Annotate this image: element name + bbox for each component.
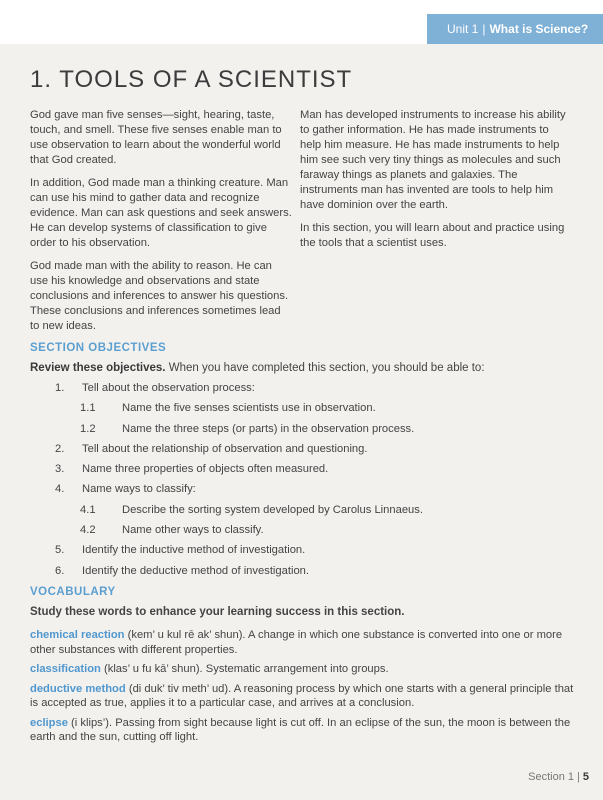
vocabulary-intro: Study these words to enhance your learning success in this section. (30, 606, 405, 618)
objective-number: 1.1 (80, 402, 96, 415)
objective-text: Identify the deductive method of investigation. (82, 564, 310, 577)
objective-number: 3. (55, 463, 65, 476)
objective-text: Tell about the observation process: (82, 382, 255, 394)
paragraph: God gave man five senses—sight, hearing, taste, touch, and smell. These five senses enable man to use observation to learn about the wonderful world that God created. (30, 109, 282, 166)
objective-number: 4.1 (80, 503, 96, 516)
objective-number: 4.2 (80, 524, 96, 537)
objective-text: Name the three steps (or parts) in the observation process. (122, 422, 415, 435)
vocabulary-entry (30, 628, 578, 657)
objective-number: 1. (55, 382, 65, 394)
objectives-intro-rest: When you have completed this section, you should be able to: (165, 362, 485, 374)
page-number: 5 (582, 771, 589, 783)
objective-item (30, 500, 570, 520)
objectives-list (30, 378, 570, 581)
objective-text: Name three properties of objects often measured. (82, 463, 329, 476)
objective-number: 2. (55, 442, 65, 455)
objective-text: Identify the inductive method of investigation. (82, 544, 306, 557)
objective-item (30, 540, 570, 560)
left-column (30, 108, 292, 342)
header-separator: | (482, 22, 486, 36)
objective-item (30, 479, 570, 499)
vocabulary-term: chemical reaction (30, 629, 125, 641)
unit-topic: What is Science? (489, 22, 589, 36)
objective-number: 5. (55, 544, 65, 557)
vocabulary-definition: (kem’ u kul rē ak’ shun). A change in which one substance is converted into one or more other substances with different properties. (30, 629, 563, 656)
objectives-intro (30, 362, 485, 374)
vocabulary-entry (30, 716, 578, 745)
vocabulary-definition: (i klips’). Passing from sight because light is cut off. In an eclipse of the sun, the moon is between the earth and the sun, cutting off light. (30, 716, 571, 743)
vocabulary-definition: (di duk’ tiv meth’ ud). A reasoning process by which one starts with a general principle that is accepted as true, applies it to a particular case, and arrives at a conclusion. (30, 682, 574, 709)
vocabulary-entry (30, 682, 578, 711)
vocabulary-list (30, 628, 578, 750)
objective-text: Name ways to classify: (82, 483, 196, 496)
page-title: 1. TOOLS OF A SCIENTIST (30, 66, 353, 93)
page-footer (528, 771, 589, 783)
objective-number: 4. (55, 483, 65, 496)
objective-number: 1.2 (80, 422, 96, 435)
paragraph: Man has developed instruments to increase his ability to gather information. He has made instruments to help him measure. He has made instruments to help him see such very tiny things as molecules and such faraway things as planets and galaxies. The instruments man has invented are tools to help him have dominion over the earth. (300, 109, 566, 211)
vocabulary-term: classification (30, 663, 101, 675)
objectives-intro-bold: Review these objectives. (30, 362, 166, 374)
right-column (300, 108, 568, 259)
objective-item (30, 439, 570, 459)
objective-item (30, 398, 570, 418)
objectives-heading: SECTION OBJECTIVES (30, 342, 167, 354)
vocabulary-entry (30, 662, 578, 677)
objective-item (30, 459, 570, 479)
objective-text: Tell about the relationship of observation and questioning. (82, 442, 368, 455)
objective-number: 6. (55, 564, 65, 577)
paragraph: In this section, you will learn about and practice using the tools that a scientist uses. (300, 222, 565, 249)
unit-header-tab (427, 14, 603, 44)
paragraph: God made man with the ability to reason. He can use his knowledge and observations and state conclusions and inferences to answer his questions. These conclusions and inferences sometimes lead to new ideas. (30, 260, 289, 332)
vocabulary-term: eclipse (30, 716, 68, 729)
vocabulary-heading: VOCABULARY (30, 586, 116, 598)
unit-label: Unit 1 (447, 22, 479, 36)
objective-item (30, 561, 570, 581)
objective-item (30, 520, 570, 540)
vocabulary-definition: (klas’ u fu kā’ shun). Systematic arrangement into groups. (100, 663, 389, 675)
objective-text: Describe the sorting system developed by Carolus Linnaeus. (122, 503, 423, 516)
vocabulary-term: deductive method (30, 682, 126, 695)
objective-text: Name the five senses scientists use in observation. (122, 402, 376, 415)
objective-item (30, 419, 570, 439)
objective-text: Name other ways to classify. (122, 524, 264, 537)
objective-item (30, 378, 570, 398)
footer-separator: | (577, 771, 580, 783)
footer-section: Section 1 (528, 771, 575, 783)
paragraph: In addition, God made man a thinking creature. Man can use his mind to gather data and recognize evidence. Man can ask questions and seek answers. He can develop systems of classification to give order to his observation. (30, 177, 292, 249)
